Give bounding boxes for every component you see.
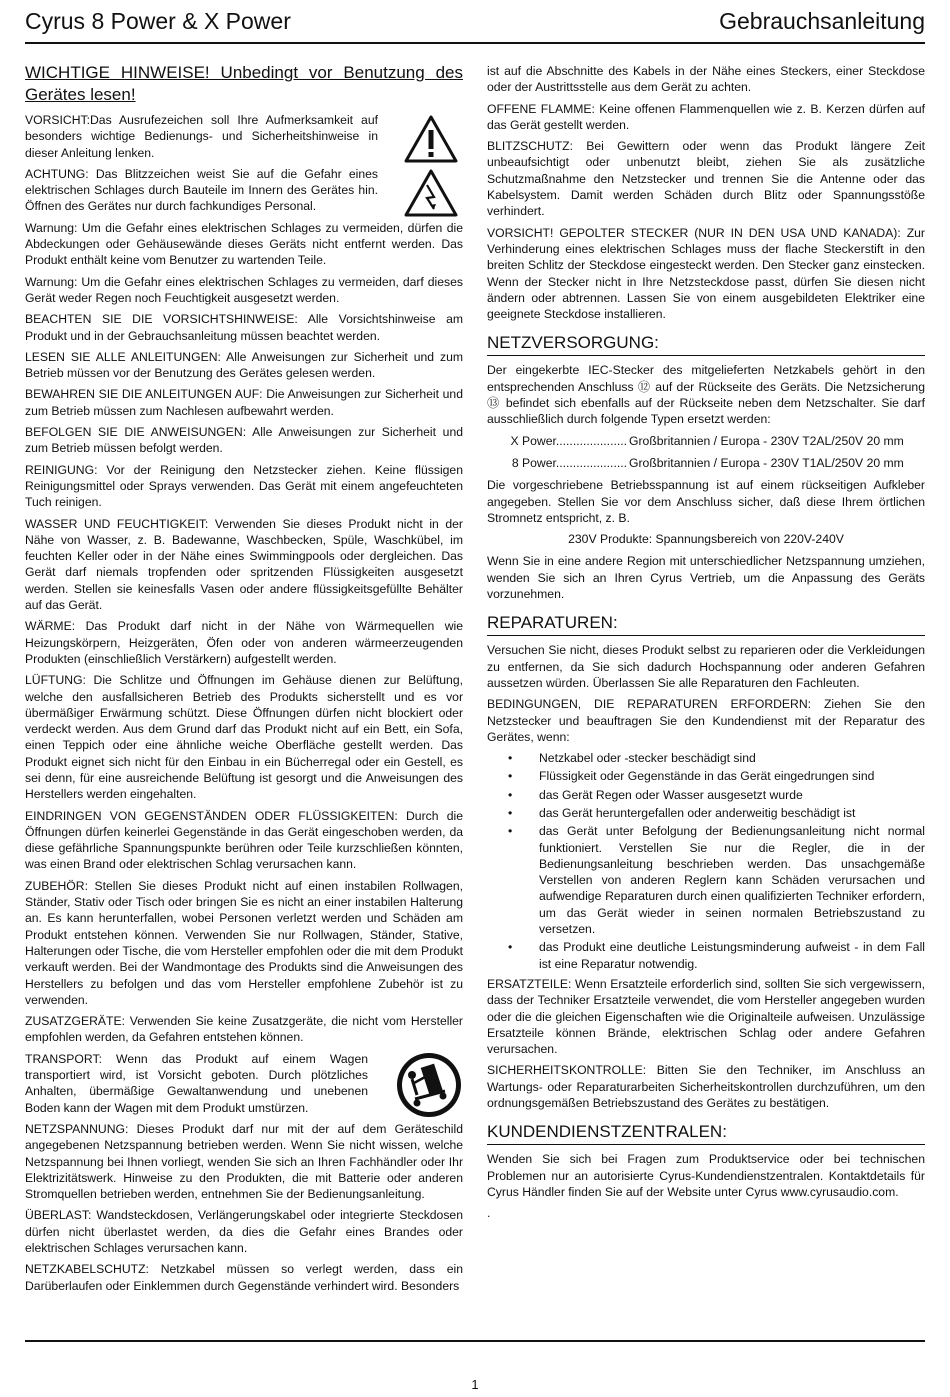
waerme-paragraph: WÄRME: Das Produkt darf nicht in der Nähe von Wärmequellen wie Heizungskörpern, Heizgeräten, Öfen oder von anderen wärmeerzeugenden Produkten (einschließlich Verstärkern) aufgestellt werden. xyxy=(25,619,463,666)
betriebsspannung-paragraph: Die vorgeschriebene Betriebsspannung ist auf einem rückseitigen Aufkleber angegeben. Stellen Sie vor dem Anschluss sicher, daß diese Ihrem örtlichen Stromnetz entspricht, z. B. xyxy=(487,478,925,525)
ueberlast-paragraph: ÜBERLAST: Wandsteckdosen, Verlängerungskabel oder integrierte Steckdosen dürfen nicht überlastet werden, da dies die Gefahr eines Brandes oder elektrischen Schlages verursachen kann. xyxy=(25,1208,463,1255)
warnung-cover-paragraph: Warnung: Um die Gefahr eines elektrischen Schlages zu vermeiden, dürfen die Abdeckungen oder Gehäusewände dieses Geräts nicht entfernt werden. Das Produkt enthält keine vom Benutzer zu wartenden Teile. xyxy=(25,220,463,268)
netzkabelschutz-paragraph: NETZKABELSCHUTZ: Netzkabel müssen so verlegt werden, dass ein Darüberlaufen oder Einklemmen durch Gegenstände verhindert wird. Besonders xyxy=(25,1262,463,1293)
lesen-paragraph: LESEN SIE ALLE ANLEITUNGEN: Alle Anweisungen zur Sicherheit und zum Betrieb müssen vor der Benutzung des Gerätes gelesen werden. xyxy=(25,349,463,381)
blitzschutz-paragraph: BLITZSCHUTZ: Bei Gewittern oder wenn das Produkt längere Zeit unbeaufsichtigt oder unbenutzt bleibt, ziehen Sie als zusätzliche Schutzmaßnahme den Netzstecker und trennen Sie die Antenne oder das Kabelsystem. Damit werden Schäden durch Blitz oder Spannungsstöße verhindert. xyxy=(487,139,925,219)
eindringen-paragraph: EINDRINGEN VON GEGENSTÄNDEN ODER FLÜSSIGKEITEN: Durch die Öffnungen dürfen keinerlei Gegenstände in das Gerät eingeschoben werden, da diese gefährliche Spannungspunkte berühren oder Teile kurzschließen könnten, was einen Brand oder elektrischen Schlag verursachen kann. xyxy=(25,808,463,872)
zubehoer-paragraph: ZUBEHÖR: Stellen Sie dieses Produkt nicht auf einen instabilen Rollwagen, Ständer, Stativ oder Tisch oder bringen Sie es nicht an einer instabilen Halterung an. Es kann herunterfallen, wobei Personen verletzt werden und Schäden am Produkt entstehen können. Verwenden Sie nur Rollwagen, Ständer, Stative, Halterungen oder Tische, die vom Hersteller empfohlen oder die mit dem Produkt verkauft werden. Bei der Wandmontage des Produkts sind die Anweisungen des Herstellers zu befolgen und das vom Hersteller empfohlene Zubehör ist zu verwenden. xyxy=(25,878,463,1007)
page-number: 1 xyxy=(471,1377,479,1392)
page-header xyxy=(25,6,925,44)
reinigung-paragraph: REINIGUNG: Vor der Reinigung den Netzstecker ziehen. Keine flüssigen Reinigungsmittel oder Sprays verwenden. Das Gerät mit einem angefeuchteten Tuch reinigen. xyxy=(25,462,463,510)
section-title-netzversorgung: NETZVERSORGUNG: xyxy=(487,332,925,356)
list-item: • das Produkt eine deutliche Leistungsminderung aufweist - in dem Fall ist eine Reparatur notwendig. xyxy=(487,939,925,972)
repair-conditions-list xyxy=(487,750,925,972)
footer-rule xyxy=(25,1340,925,1342)
list-item: • Netzkabel oder -stecker beschädigt sind xyxy=(487,750,925,766)
reparaturen-paragraph: Versuchen Sie nicht, dieses Produkt selbst zu reparieren oder die Verkleidungen zu entfernen, da Sie sich dadurch Hochspannung oder anderen Gefahren aussetzen würden. Überlassen Sie alle Reparaturen den Fachleuten. xyxy=(487,643,925,690)
zusatzgeraete-paragraph: ZUSATZGERÄTE: Verwenden Sie keine Zusatzgeräte, die nicht vom Hersteller empfohlen werden, da Gefahren entstehen können. xyxy=(25,1014,463,1045)
fuse-label: X Power..................... xyxy=(510,433,627,448)
fuse-value: Großbritannien / Europa - 230V T1AL/250V 20 mm xyxy=(629,455,904,470)
exclamation-warning-icon xyxy=(403,114,459,164)
vorsicht-paragraph: VORSICHT:Das Ausrufezeichen soll Ihre Aufmerksamkeit auf besonders wichtige Bedienungs- und Sicherheitshinweise in dieser Anleitung lenken. xyxy=(25,113,378,160)
kundendienst-paragraph: Wenden Sie sich bei Fragen zum Produktservice oder bei technischen Problemen nur an autorisierte Cyrus-Kundendienstzentralen. Kontaktdetails für Cyrus Händler finden Sie auf der Website unter Cyrus www.cyrusaudio.com. xyxy=(487,1152,925,1199)
header-document-type: Gebrauchsanleitung xyxy=(719,8,925,34)
netzspannung-paragraph: NETZSPANNUNG: Dieses Produkt darf nur mit der auf dem Geräteschild angegebenen Netzspannung betrieben werden. Wenn Sie nicht wissen, welche Netzspannung bei Ihnen vorliegt, wenden Sie sich an Ihren Fachhändler oder Ihr Elektrizitätswerk. Hinweise zu den Produkten, die mit Batterie oder anderen Stromquellen betrieben werden, entnehmen Sie der Bedienungsanleitung. xyxy=(25,1121,463,1202)
gepolter-stecker-paragraph: VORSICHT! GEPOLTER STECKER (NUR IN DEN USA UND KANADA): Zur Verhinderung eines elektrischen Schlages muss der flache Steckerstift in den breiten Schlitz der Steckdose eingesteckt werden. Den Stecker ganz einstecken. Wenn der Stecker nicht in Ihre Netzsteckdose passt, dürfen Sie diesen nicht ändern oder abtrennen. Lassen Sie von einem ausgebildeten Elektriker eine geeignete Steckdose installieren. xyxy=(487,225,925,322)
transport-paragraph: TRANSPORT: Wenn das Produkt auf einem Wagen transportiert wird, ist Vorsicht geboten. Durch plötzliches Anhalten, übermäßige Gewaltanwendung und unebenen Boden kann der Wagen mit dem Produkt umstürzen. xyxy=(25,1051,368,1115)
fuse-value: Großbritannien / Europa - 230V T2AL/250V 20 mm xyxy=(629,433,904,448)
warnung-moisture-paragraph: Warnung: Um die Gefahr eines elektrischen Schlages zu vermeiden, darf dieses Gerät weder Regen noch Feuchtigkeit ausgesetzt werden. xyxy=(25,274,463,305)
fuse-row-8-power xyxy=(487,455,925,471)
list-item: • Flüssigkeit oder Gegenstände in das Gerät eingedrungen sind xyxy=(487,768,925,784)
offene-flamme-paragraph: OFFENE FLAMME: Keine offenen Flammenquellen wie z. B. Kerzen dürfen auf das Gerät gestellt werden. xyxy=(487,101,925,132)
ersatzteile-paragraph: ERSATZTEILE: Wenn Ersatzteile erforderlich sind, sollten Sie sich vergewissern, dass der Techniker Ersatzteile verwendet, die vom Hersteller angegeben wurden oder die die gleichen Eigenschaften wie die Originalteile aufweisen. Unzulässige Ersatzteile können Brände, elektrischen Schlag oder andere Gefahren verursachen. xyxy=(487,976,925,1057)
wasser-paragraph: WASSER UND FEUCHTIGKEIT: Verwenden Sie dieses Produkt nicht in der Nähe von Wasser, z. B. Badewanne, Waschbecken, Spüle, Waschkübel, im feuchten Keller oder in der Nähe eines Swimmingpools oder dergleichen. Das Gerät darf niemals tropfenden oder spritzenden Flüssigkeiten ausgesetzt werden. Stellen sie keinesfalls Vasen oder andere flüssigkeitsgefüllte Behälter auf das Gerät. xyxy=(25,516,463,613)
achtung-paragraph: ACHTUNG: Das Blitzzeichen weist Sie auf die Gefahr eines elektrischen Schlages durch Bauteile im Innern des Gerätes hin. Öffnen des Gerätes nur durch fachkundiges Personal. xyxy=(25,166,378,214)
transport-block xyxy=(25,1051,463,1116)
lueftung-paragraph: LÜFTUNG: Die Schlitze und Öffnungen im Gehäuse dienen zur Belüftung, welche den ausfallsicheren Betrieb des Produkts sicherstellt und es vor übermäßiger Erwärmung schützt. Diese Öffnungen dürfen nicht blockiert oder verdeckt werden. Aus dem Grund darf das Produkt nicht auf ein Bett, ein Sofa, einen Teppich oder eine ähnliche weiche Oberfläche gestellt werden. Das Produkt eignet sich nicht für den Einbau in ein Bücherregal oder ein Gestell, es sei denn, für eine ausreichende Belüftung ist gesorgt und die Anweisungen des Herstellers werden eingehalten. xyxy=(25,673,463,802)
lightning-warning-icon xyxy=(403,168,459,218)
list-item: • das Gerät Regen oder Wasser ausgesetzt wurde xyxy=(487,787,925,803)
left-column xyxy=(25,62,463,1299)
cart-tipover-icon xyxy=(395,1051,463,1119)
trailing-dot: . xyxy=(487,1206,491,1221)
section-title-reparaturen: REPARATUREN: xyxy=(487,612,925,636)
header-product-title: Cyrus 8 Power & X Power xyxy=(25,8,291,34)
list-item: • das Gerät unter Befolgung der Bedienungsanleitung nicht normal funktioniert. Verstellen Sie nur die Regler, die in der Bedienungsanleitung beschrieben werden. Das unsachgemäße Verstellen von anderen Reglern kann Schäden verursachen und aufwendige Reparaturen durch einen qualifizierten Techniker erfordern, um das Gerät wieder in seinen normalen Betriebszustand zu versetzen. xyxy=(487,823,925,937)
bewahren-paragraph: BEWAHREN SIE DIE ANLEITUNGEN AUF: Die Anweisungen zur Sicherheit und zum Betrieb müssen zum Nachlesen aufbewahrt werden. xyxy=(25,387,463,418)
achtung-block xyxy=(25,166,463,215)
fuse-label: 8 Power..................... xyxy=(511,455,627,470)
netzkabelschutz-continued: ist auf die Abschnitte des Kabels in der Nähe eines Steckers, einer Steckdose oder der Austrittsstelle aus dem Gerät zu achten. xyxy=(487,64,925,95)
list-item: • das Gerät heruntergefallen oder anderweitig beschädigt ist xyxy=(487,805,925,821)
region-change-paragraph: Wenn Sie in eine andere Region mit unterschiedlicher Netzspannung umziehen, wenden Sie sich an Ihren Cyrus Vertrieb, um die Anpassung des Geräts vorzunehmen. xyxy=(487,554,925,602)
vorsicht-block xyxy=(25,112,463,161)
netzversorgung-paragraph: Der eingekerbte IEC-Stecker des mitgelieferten Netzkabels gehört in den entsprechenden Anschluss ⑫ auf der Rückseite des Geräts. Die Netzsicherung ⑬ befindet sich ebenfalls auf der Rückseite neben dem Netzschalter. Sie darf ausschließlich durch folgende Typen ersetzt werden: xyxy=(487,363,925,427)
important-notice-title: WICHTIGE HINWEISE! Unbedingt vor Benutzung des Gerätes lesen! xyxy=(25,63,463,104)
bedingungen-paragraph: BEDINGUNGEN, DIE REPARATUREN ERFORDERN: Ziehen Sie den Netzstecker und beauftragen Sie den Kundendienst mit der Reparatur des Gerätes, wenn: xyxy=(487,697,925,744)
right-column xyxy=(487,63,925,1227)
section-title-kundendienst: KUNDENDIENSTZENTRALEN: xyxy=(487,1121,925,1145)
beachten-paragraph: BEACHTEN SIE DIE VORSICHTSHINWEISE: Alle Vorsichtshinweise am Produkt und in der Gebrauchsanleitung müssen beachtet werden. xyxy=(25,312,463,343)
fuse-row-x-power xyxy=(487,433,925,449)
voltage-range-line: 230V Produkte: Spannungsbereich von 220V-240V xyxy=(568,532,844,547)
sicherheitskontrolle-paragraph: SICHERHEITSKONTROLLE: Bitten Sie den Techniker, im Anschluss an Wartungs- oder Reparaturarbeiten Sicherheitskontrollen durchzuführen, um den ordnungsgemäßen Betriebszustand des Gerätes zu bestätigen. xyxy=(487,1063,925,1111)
befolgen-paragraph: BEFOLGEN SIE DIE ANWEISUNGEN: Alle Anweisungen zur Sicherheit und zum Betrieb müssen befolgt werden. xyxy=(25,425,463,456)
